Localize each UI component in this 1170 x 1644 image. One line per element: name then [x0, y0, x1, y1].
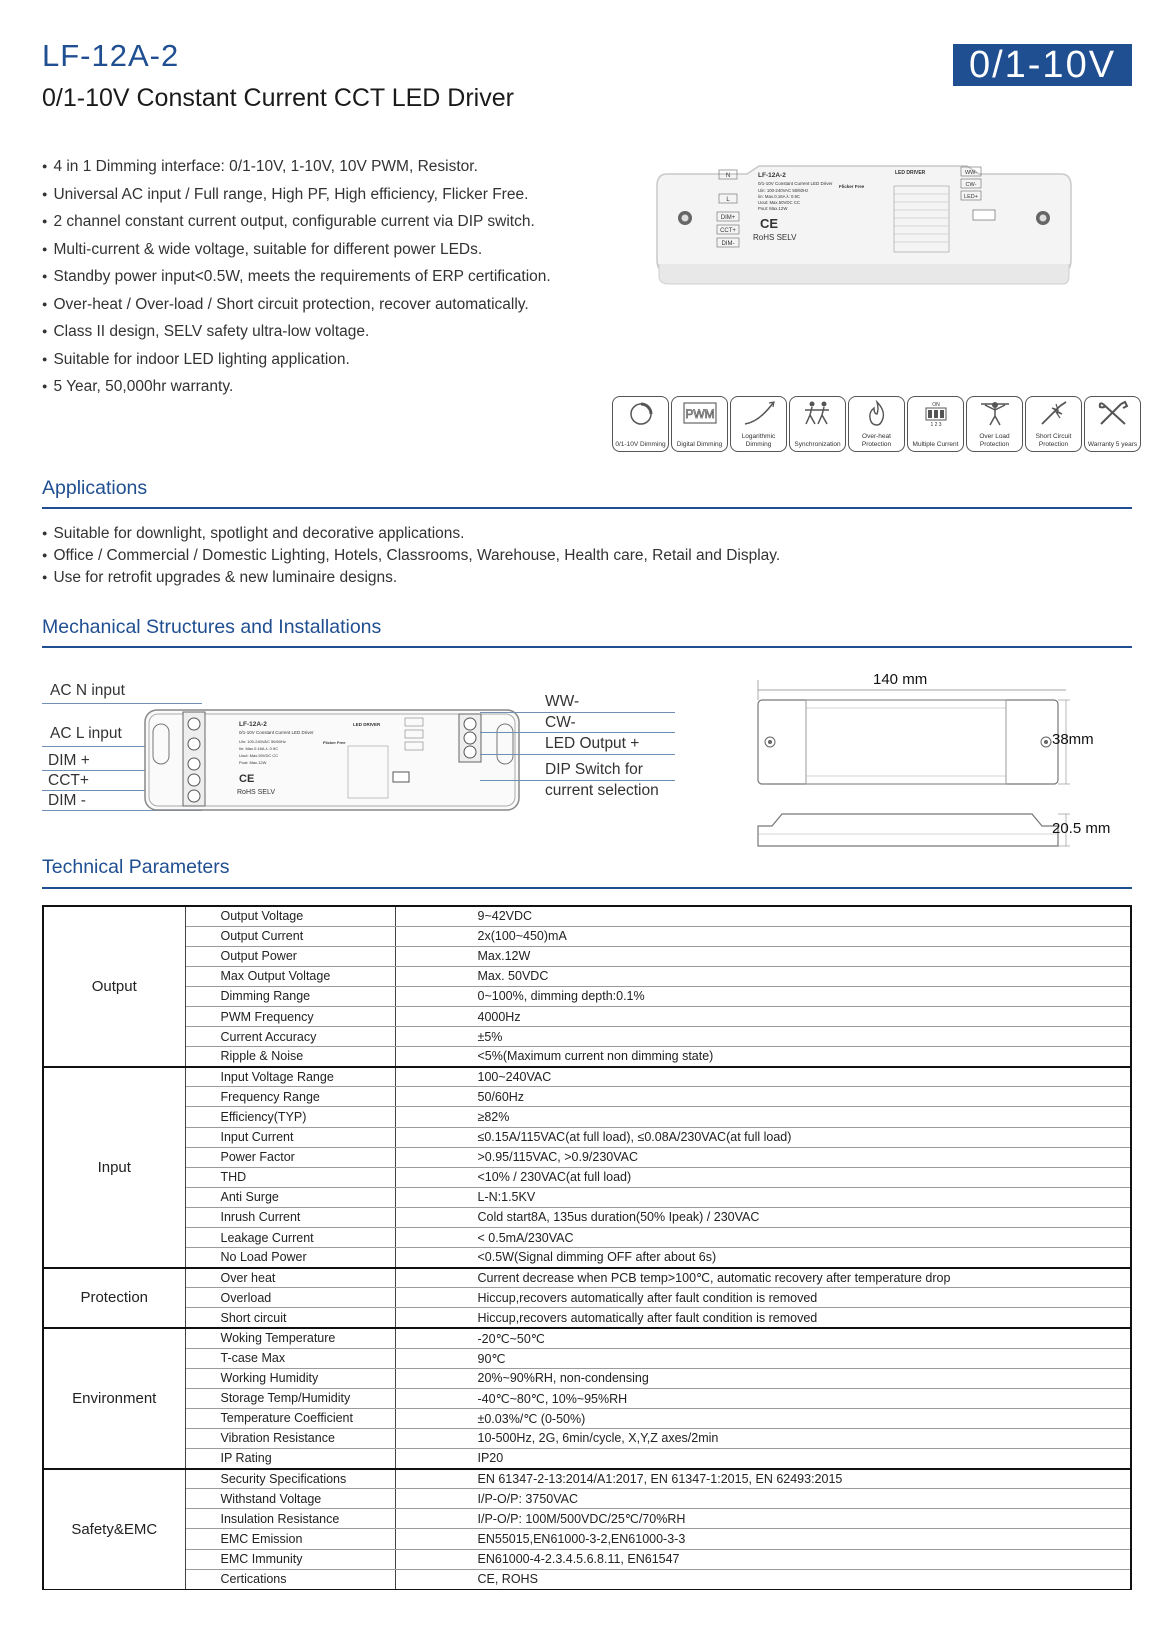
table-row: [43, 1006, 1131, 1026]
mechanical-drawing: [143, 702, 523, 818]
table-row: [43, 1569, 1131, 1589]
feature-icon-label: Multiple Current: [912, 440, 959, 448]
applications-list: [42, 523, 780, 589]
parameter-name: THD: [185, 1167, 395, 1187]
table-row: [43, 1167, 1131, 1187]
flame-icon: [859, 400, 895, 426]
label-terminal: L: [726, 197, 730, 203]
feature-item: ● Class II design, SELV safety ultra-low voltage.: [42, 321, 551, 349]
label-terminal: CW-: [965, 182, 977, 188]
svg-text:ON: ON: [932, 402, 940, 408]
table-row: [43, 1469, 1131, 1489]
svg-text:1 2 3: 1 2 3: [930, 422, 942, 426]
short-circuit-icon: [1036, 400, 1072, 426]
feature-icon-tile: [907, 396, 964, 452]
svg-text:Iin: Max.0.16A λ: 0.9C: Iin: Max.0.16A λ: 0.9C: [239, 746, 279, 751]
label-line: Iin: Max.0.16A λ: 0.9C: [758, 194, 801, 199]
feature-item: ● Multi-current & wide voltage, suitable for different power LEDs.: [42, 239, 551, 267]
parameter-value: -40℃~80℃, 10%~95%RH: [395, 1388, 1131, 1408]
table-row: [43, 1067, 1131, 1087]
feature-item: ● Standby power input<0.5W, meets the requirements of ERP certification.: [42, 266, 551, 294]
feature-icon-tile: [1084, 396, 1141, 452]
parameter-name: Woking Temperature: [185, 1328, 395, 1348]
parameter-value: CE, ROHS: [395, 1569, 1131, 1589]
table-row: [43, 1288, 1131, 1308]
dimension-width: 38mm: [1052, 731, 1094, 748]
parameter-name: PWM Frequency: [185, 1006, 395, 1026]
feature-item: ● 2 channel constant current output, configurable current via DIP switch.: [42, 211, 551, 239]
parameter-value: L-N:1.5KV: [395, 1187, 1131, 1207]
feature-icon-label: Synchronization: [794, 440, 841, 448]
parameter-value: IP20: [395, 1449, 1131, 1469]
label-ww-minus: WW-: [545, 693, 580, 710]
feature-icon-label: Over Load Protection: [979, 433, 1010, 448]
table-row: [43, 1228, 1131, 1248]
table-row: [43, 986, 1131, 1006]
table-row: [43, 1107, 1131, 1127]
label-terminal: DIM-: [721, 241, 735, 247]
parameter-name: Insulation Resistance: [185, 1509, 395, 1529]
svg-text:Flicker Free: Flicker Free: [323, 740, 346, 745]
table-row: [43, 1368, 1131, 1388]
parameter-value: ±0.03%/℃ (0-50%): [395, 1408, 1131, 1428]
parameter-value: 10-500Hz, 2G, 6min/cycle, X,Y,Z axes/2min: [395, 1428, 1131, 1448]
parameter-name: Output Power: [185, 946, 395, 966]
svg-text:Pout: Max.12W: Pout: Max.12W: [239, 760, 267, 765]
leader-line: [480, 732, 675, 733]
table-row: [43, 1187, 1131, 1207]
feature-icon-label: Short Circuit Protection: [1035, 433, 1072, 448]
table-row: [43, 1147, 1131, 1167]
parameter-name: Output Current: [185, 926, 395, 946]
parameter-value: EN55015,EN61000-3-2,EN61000-3-3: [395, 1529, 1131, 1549]
feature-icon-label: Logarithmic Dimming: [741, 433, 776, 448]
parameter-value: 2x(100~450)mA: [395, 926, 1131, 946]
parameter-name: Storage Temp/Humidity: [185, 1388, 395, 1408]
category-cell: Input: [43, 1067, 185, 1268]
parameter-name: EMC Emission: [185, 1529, 395, 1549]
parameter-name: Security Specifications: [185, 1469, 395, 1489]
parameter-name: Temperature Coefficient: [185, 1408, 395, 1428]
dimension-height: 20.5 mm: [1052, 820, 1111, 837]
section-title-applications: Applications: [42, 477, 148, 499]
label-terminal: WW-: [964, 170, 978, 176]
application-item: ● Suitable for downlight, spotlight and decorative applications.: [42, 523, 780, 545]
svg-text:LF-12A-2: LF-12A-2: [239, 721, 267, 728]
table-row: [43, 1268, 1131, 1288]
model-number: LF-12A-2: [42, 38, 180, 73]
parameter-name: Frequency Range: [185, 1087, 395, 1107]
feature-item: ● Universal AC input / Full range, High PF, High efficiency, Flicker Free.: [42, 184, 551, 212]
section-divider: [42, 887, 1132, 889]
label-line: Uin: 100-240VAC 50/60Hz: [758, 188, 809, 193]
leader-line: [480, 780, 675, 781]
table-row: [43, 946, 1131, 966]
feature-list: [42, 156, 551, 404]
parameter-value: >0.95/115VAC, >0.9/230VAC: [395, 1147, 1131, 1167]
label-dip-switch: DIP Switch for: [545, 761, 643, 778]
category-cell: Safety&EMC: [43, 1469, 185, 1590]
feature-icon-tile: [671, 396, 728, 452]
parameter-value: <0.5W(Signal dimming OFF after about 6s): [395, 1248, 1131, 1268]
svg-text:CE: CE: [760, 216, 779, 231]
sync-figures-icon: [800, 400, 836, 426]
label-model: LF-12A-2: [758, 172, 786, 179]
parameter-name: Anti Surge: [185, 1187, 395, 1207]
tools-icon: [1095, 400, 1131, 426]
table-row: [43, 1449, 1131, 1469]
product-image: [655, 160, 1077, 290]
parameter-value: ±5%: [395, 1027, 1131, 1047]
label-marks: RoHS SELV: [753, 233, 797, 242]
parameter-name: Overload: [185, 1288, 395, 1308]
table-row: [43, 1127, 1131, 1147]
feature-icon-tile: [848, 396, 905, 452]
parameter-value: 100~240VAC: [395, 1067, 1131, 1087]
svg-text:Uin: 100-240VAC 50/60Hz: Uin: 100-240VAC 50/60Hz: [239, 739, 286, 744]
parameter-value: <5%(Maximum current non dimming state): [395, 1047, 1131, 1067]
parameter-value: EN 61347-2-13:2014/A1:2017, EN 61347-1:2015, EN 62493:2015: [395, 1469, 1131, 1489]
label-current-selection: current selection: [545, 782, 659, 799]
parameter-name: Input Voltage Range: [185, 1067, 395, 1087]
table-row: [43, 926, 1131, 946]
label-line: Uout: Max.50VDC CC: [758, 200, 801, 205]
label-line: Pout: Max.12W: [758, 206, 788, 211]
svg-text:Uout: Max.50VDC CC: Uout: Max.50VDC CC: [239, 753, 279, 758]
label-ac-l-input: AC L input: [50, 725, 122, 742]
label-led-driver: LED DRIVER: [895, 170, 926, 176]
parameter-name: T-case Max: [185, 1348, 395, 1368]
leader-line: [480, 712, 675, 713]
parameter-name: Working Humidity: [185, 1368, 395, 1388]
parameter-name: Input Current: [185, 1127, 395, 1147]
parameter-name: Dimming Range: [185, 986, 395, 1006]
parameter-name: Withstand Voltage: [185, 1489, 395, 1509]
table-row: [43, 1027, 1131, 1047]
dimension-drawing: [752, 680, 1072, 850]
parameter-name: Certications: [185, 1569, 395, 1589]
parameter-value: Hiccup,recovers automatically after fault condition is removed: [395, 1308, 1131, 1328]
label-terminal: CCT+: [720, 228, 736, 234]
parameter-name: Over heat: [185, 1268, 395, 1288]
category-cell: Output: [43, 906, 185, 1067]
parameter-name: EMC Immunity: [185, 1549, 395, 1569]
pwm-text: PWM: [685, 407, 715, 421]
pwm-icon: [682, 400, 718, 426]
table-row: [43, 1428, 1131, 1448]
parameter-name: Max Output Voltage: [185, 966, 395, 986]
table-row: [43, 1308, 1131, 1328]
parameter-value: <10% / 230VAC(at full load): [395, 1167, 1131, 1187]
section-title-technical: Technical Parameters: [42, 856, 230, 878]
parameter-value: EN61000-4-2.3.4.5.6.8.11, EN61547: [395, 1549, 1131, 1569]
parameter-value: Max.12W: [395, 946, 1131, 966]
parameter-name: Current Accuracy: [185, 1027, 395, 1047]
label-cct-plus: CCT+: [48, 772, 89, 789]
section-title-mechanical: Mechanical Structures and Installations: [42, 616, 382, 638]
feature-icon-label: Over-heat Protection: [861, 433, 892, 448]
feature-icon-label: 0/1-10V Dimming: [615, 440, 666, 448]
table-row: [43, 1489, 1131, 1509]
parameter-value: 9~42VDC: [395, 906, 1131, 926]
svg-text:LED DRIVER: LED DRIVER: [353, 722, 381, 727]
table-row: [43, 1348, 1131, 1368]
svg-text:0/1-10V Constant Current LED D: 0/1-10V Constant Current LED Driver: [239, 730, 314, 735]
product-subtitle: 0/1-10V Constant Current CCT LED Driver: [42, 84, 514, 112]
feature-icon-tile: [730, 396, 787, 452]
overload-icon: [977, 400, 1013, 426]
table-row: [43, 1248, 1131, 1268]
parameter-value: Cold start8A, 135us duration(50% Ipeak) / 230VAC: [395, 1207, 1131, 1227]
parameter-value: I/P-O/P: 100M/500VDC/25℃/70%RH: [395, 1509, 1131, 1529]
feature-icon-tile: [966, 396, 1023, 452]
parameter-name: Power Factor: [185, 1147, 395, 1167]
feature-icon-tile: [789, 396, 846, 452]
table-row: [43, 1388, 1131, 1408]
parameter-name: IP Rating: [185, 1449, 395, 1469]
label-ac-n-input: AC N input: [50, 682, 125, 699]
parameter-name: Ripple & Noise: [185, 1047, 395, 1067]
dimming-badge: 0/1-10V: [953, 44, 1132, 86]
label-desc: 0/1-10V Constant Current LED Driver: [758, 181, 833, 186]
leader-line: [480, 754, 675, 755]
parameter-name: Inrush Current: [185, 1207, 395, 1227]
parameter-name: Output Voltage: [185, 906, 395, 926]
parameter-name: Vibration Resistance: [185, 1428, 395, 1448]
table-row: [43, 1529, 1131, 1549]
feature-item: ● Over-heat / Over-load / Short circuit protection, recover automatically.: [42, 294, 551, 322]
feature-icon-tile: [612, 396, 669, 452]
parameter-name: No Load Power: [185, 1248, 395, 1268]
category-cell: Environment: [43, 1328, 185, 1469]
section-divider: [42, 646, 1132, 648]
feature-icon-label: Digital Dimming: [676, 440, 723, 448]
feature-icon-label: Warranty 5 years: [1087, 440, 1138, 448]
table-row: [43, 1087, 1131, 1107]
table-row: [43, 1408, 1131, 1428]
parameter-value: Current decrease when PCB temp>100℃, automatic recovery after temperature drop: [395, 1268, 1131, 1288]
feature-item: ● 4 in 1 Dimming interface: 0/1-10V, 1-10V, 10V PWM, Resistor.: [42, 156, 551, 184]
label-dim-minus: DIM -: [48, 792, 86, 809]
section-divider: [42, 507, 1132, 509]
dip-switch-icon: [918, 400, 954, 426]
label-led-output: LED Output +: [545, 735, 640, 752]
label-flicker: Flicker Free: [839, 184, 865, 189]
parameter-value: -20℃~50℃: [395, 1328, 1131, 1348]
parameter-value: 0~100%, dimming depth:0.1%: [395, 986, 1131, 1006]
parameter-value: Max. 50VDC: [395, 966, 1131, 986]
parameter-name: Efficiency(TYP): [185, 1107, 395, 1127]
application-item: ● Use for retrofit upgrades & new luminaire designs.: [42, 567, 780, 589]
table-row: [43, 906, 1131, 926]
table-row: [43, 1509, 1131, 1529]
label-terminal: LED+: [964, 194, 978, 200]
category-cell: Protection: [43, 1268, 185, 1328]
label-terminal: DIM+: [720, 215, 736, 221]
parameter-name: Leakage Current: [185, 1228, 395, 1248]
parameter-value: I/P-O/P: 3750VAC: [395, 1489, 1131, 1509]
dimension-length: 140 mm: [873, 671, 928, 688]
parameter-value: 20%~90%RH, non-condensing: [395, 1368, 1131, 1388]
parameter-value: ≥82%: [395, 1107, 1131, 1127]
dimming-knob-icon: [623, 400, 659, 426]
application-item: ● Office / Commercial / Domestic Lighting, Hotels, Classrooms, Warehouse, Health care, Retail and Display.: [42, 545, 780, 567]
feature-item: ● 5 Year, 50,000hr warranty.: [42, 376, 551, 404]
parameter-value: 4000Hz: [395, 1006, 1131, 1026]
parameter-value: 90℃: [395, 1348, 1131, 1368]
feature-icon-row: [612, 396, 1141, 452]
table-row: [43, 966, 1131, 986]
label-dim-plus: DIM +: [48, 752, 90, 769]
parameter-value: Hiccup,recovers automatically after fault condition is removed: [395, 1288, 1131, 1308]
log-curve-icon: [741, 400, 777, 426]
parameter-value: ≤0.15A/115VAC(at full load), ≤0.08A/230VAC(at full load): [395, 1127, 1131, 1147]
svg-text:RoHS SELV: RoHS SELV: [237, 789, 275, 796]
label-terminal: N: [725, 173, 731, 179]
table-row: [43, 1328, 1131, 1348]
label-cw-minus: CW-: [545, 714, 576, 731]
table-row: [43, 1549, 1131, 1569]
parameter-name: Short circuit: [185, 1308, 395, 1328]
table-row: [43, 1047, 1131, 1067]
technical-parameters-table: [42, 905, 1132, 1590]
table-row: [43, 1207, 1131, 1227]
parameter-value: < 0.5mA/230VAC: [395, 1228, 1131, 1248]
feature-icon-tile: [1025, 396, 1082, 452]
feature-item: ● Suitable for indoor LED lighting application.: [42, 349, 551, 377]
svg-text:CE: CE: [239, 773, 255, 785]
parameter-value: 50/60Hz: [395, 1087, 1131, 1107]
